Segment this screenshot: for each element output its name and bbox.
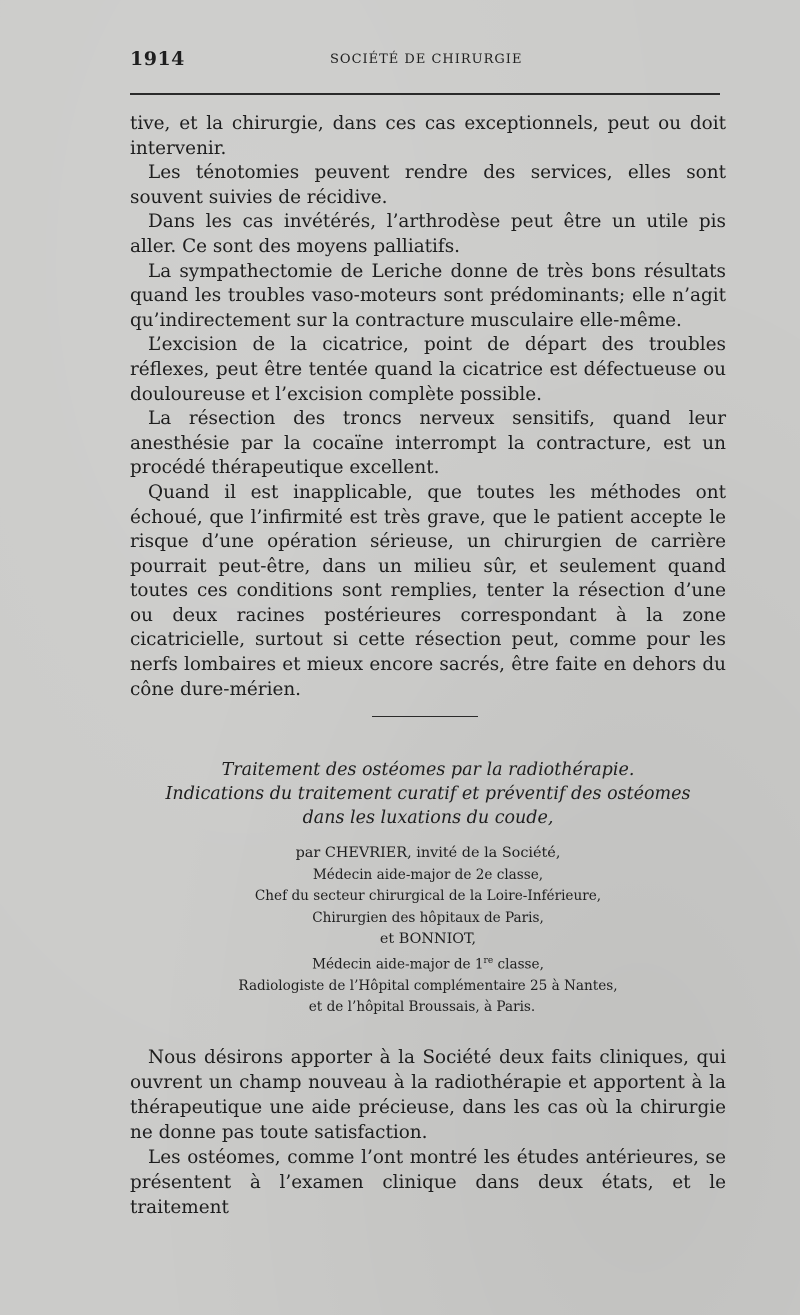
title-line: Traitement des ostéomes par la radiothérapie.	[221, 760, 635, 780]
author-chevrier: par CHEVRIER, invité de la Société,	[295, 845, 561, 861]
paragraph: L’excision de la cicatrice, point de départ des troubles réflexes, peut être tentée quand la cicatrice est défectueuse ou douloureuse et l’excision complète possible.	[130, 334, 726, 405]
paragraph: Nous désirons apporter à la Société deux faits cliniques, qui ouvrent un champ nouveau à la radiothérapie et apportent à la thérapeutique une aide précieuse, dans les cas où la chirurgie ne donne pas toute satisfaction.	[130, 1047, 726, 1143]
author-bonniot: et BONNIOT,	[379, 931, 477, 947]
page-header	[130, 48, 725, 76]
paragraph: Les ténotomies peuvent rendre des services, elles sont souvent suivies de récidive.	[130, 162, 726, 208]
paragraph: Les ostéomes, comme l’ont montré les études antérieures, se présentent à l’examen clinique dans deux états, et le traitement	[130, 1147, 726, 1218]
paragraph: Dans les cas invétérés, l’arthrodèse peut être un utile pis aller. Ce sont des moyens palliatifs.	[130, 211, 726, 257]
author-block	[130, 843, 726, 1019]
title-line: dans les luxations du coude,	[302, 808, 554, 828]
affiliation-line: Chef du secteur chirurgical de la Loire-Inférieure,	[254, 888, 602, 904]
paragraph: Quand il est inapplicable, que toutes les méthodes ont échoué, que l’infirmité est très grave, que le patient accepte le risque d’une opération sérieuse, un chirurgien de carrière pourrait peut-être, dans un milieu sûr, et seulement quand toutes ces conditions sont remplies, tenter la résection d’une ou deux racines postérieures correspondant à la zone cicatricielle, surtout si cette résection peut, comme pour les nerfs lombaires et mieux encore sacrés, être faite en dehors du cône dure-mérien.	[130, 481, 726, 700]
page-number: 1914	[130, 48, 185, 70]
article-title	[130, 758, 726, 830]
paragraph: La résection des troncs nerveux sensitifs, quand leur anesthésie par la cocaïne interrompt la contracture, est un procédé thérapeutique excellent.	[130, 408, 726, 479]
superscript: re	[483, 955, 494, 966]
affiliation-text: classe,	[493, 956, 544, 973]
running-title: SOCIÉTÉ DE CHIRURGIE	[330, 52, 523, 67]
affiliation-line: Radiologiste de l’Hôpital complémentaire 25 à Nantes,	[238, 977, 618, 994]
paragraph: La sympathectomie de Leriche donne de très bons résultats quand les troubles vaso-moteurs sont prédominants; elle n’agit qu’indirectement sur la contracture musculaire elle-même.	[130, 260, 726, 331]
title-line: Indications du traitement curatif et préventif des ostéomes	[165, 784, 691, 804]
affiliation-line: Médecin aide-major de 2e classe,	[312, 866, 544, 883]
affiliation-text: Médecin aide-major de 1	[312, 956, 484, 973]
affiliation-line: Chirurgien des hôpitaux de Paris,	[312, 909, 544, 926]
affiliation-line	[130, 951, 726, 976]
header-rule	[130, 93, 720, 95]
affiliation-line: et de l’hôpital Broussais, à Paris.	[308, 999, 536, 1016]
paragraph: tive, et la chirurgie, dans ces cas exceptionnels, peut ou doit intervenir.	[130, 113, 726, 159]
previous-article-text	[130, 112, 726, 702]
section-divider	[372, 716, 478, 717]
article-body	[130, 1045, 726, 1220]
